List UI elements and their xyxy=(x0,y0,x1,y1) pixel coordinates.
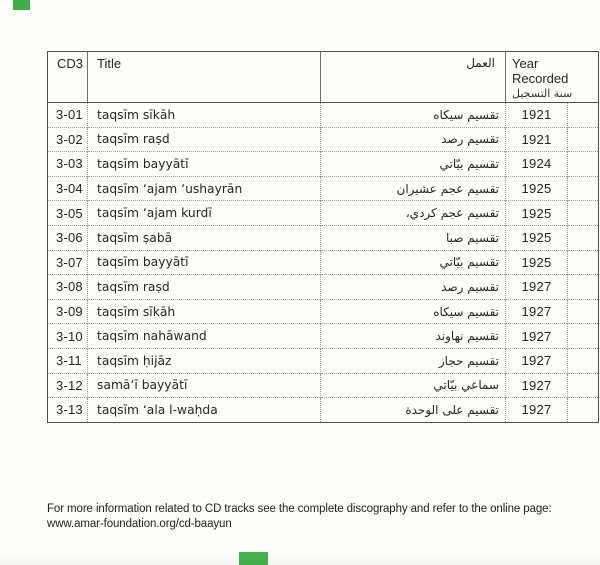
cd-number-cell: 3-07 xyxy=(48,250,88,275)
cd-number-cell: 3-12 xyxy=(48,373,88,398)
table-row xyxy=(48,250,599,275)
year-recorded-label-arabic: سنة التسجيل xyxy=(512,87,573,100)
empty-margin-cell xyxy=(568,250,599,275)
table-row xyxy=(48,324,599,349)
table-row xyxy=(48,275,599,300)
empty-margin-cell xyxy=(568,373,599,398)
table-row xyxy=(48,348,599,373)
year-cell: 1924 xyxy=(506,152,568,177)
title-cell: taqsīm ḥijāz xyxy=(88,348,321,373)
cd-tracks-table xyxy=(47,51,599,423)
empty-margin-cell xyxy=(568,299,599,324)
year-cell: 1927 xyxy=(506,324,568,349)
empty-margin-cell xyxy=(568,152,599,177)
work-arabic-cell: تقسيم سيكاه xyxy=(321,299,506,324)
empty-margin-cell xyxy=(568,103,599,128)
work-arabic-cell: تقسيم صبا xyxy=(321,225,506,250)
work-arabic-cell: سماعي بيّاتي xyxy=(321,373,506,398)
footer-url: www.amar-foundation.org/cd-baayun xyxy=(47,517,232,530)
column-header-work-arabic: العمل xyxy=(321,52,506,103)
empty-margin-cell xyxy=(568,275,599,300)
title-cell: taqsīm raṣd xyxy=(88,127,321,152)
empty-margin-cell xyxy=(568,127,599,152)
work-arabic-cell: تقسيم حجاز xyxy=(321,348,506,373)
empty-margin-cell xyxy=(568,176,599,201)
title-cell: taqsīm ʻala l-waḥda xyxy=(88,398,321,423)
title-cell: taqsīm ʻajam ʻushayrān xyxy=(88,176,321,201)
empty-margin-cell xyxy=(568,324,599,349)
title-cell: taqsīm bayyātī xyxy=(88,250,321,275)
cd-number-cell: 3-08 xyxy=(48,275,88,300)
work-arabic-cell: تقسيم رصد xyxy=(321,275,506,300)
work-arabic-cell: تقسيم عجم كردي، xyxy=(321,201,506,226)
table-row xyxy=(48,225,599,250)
year-cell: 1925 xyxy=(506,176,568,201)
empty-margin-cell xyxy=(568,225,599,250)
year-cell: 1927 xyxy=(506,373,568,398)
title-cell: taqsīm ṣabā xyxy=(88,225,321,250)
table-row xyxy=(48,152,599,177)
year-cell: 1927 xyxy=(506,348,568,373)
year-cell: 1925 xyxy=(506,201,568,226)
work-arabic-cell: تقسيم بيّاتي xyxy=(321,250,506,275)
table-row xyxy=(48,299,599,324)
green-bookmark-tab-top xyxy=(13,0,30,10)
column-header-cd3: CD3 xyxy=(48,52,88,103)
work-arabic-cell: تقسيم عجم عشيران xyxy=(321,176,506,201)
title-cell: taqsīm bayyātī xyxy=(88,152,321,177)
cd-number-cell: 3-02 xyxy=(48,127,88,152)
cd-number-cell: 3-05 xyxy=(48,201,88,226)
year-recorded-label: Year Recorded xyxy=(512,56,569,86)
table-row xyxy=(48,127,599,152)
green-bookmark-tab-bottom xyxy=(239,552,268,565)
cd-number-cell: 3-04 xyxy=(48,176,88,201)
cd-number-cell: 3-11 xyxy=(48,348,88,373)
title-cell: taqsīm raṣd xyxy=(88,275,321,300)
table-header-row xyxy=(48,52,599,103)
work-arabic-cell: تقسيم نهاوند xyxy=(321,324,506,349)
title-cell: samāʻī bayyātī xyxy=(88,373,321,398)
year-cell: 1921 xyxy=(506,103,568,128)
footer-note xyxy=(47,502,582,531)
table-row xyxy=(48,201,599,226)
cd-number-cell: 3-06 xyxy=(48,225,88,250)
table-row xyxy=(48,103,599,128)
work-arabic-cell: تقسيم على الوحدة xyxy=(321,398,506,423)
year-cell: 1927 xyxy=(506,398,568,423)
work-arabic-cell: تقسيم سيكاه xyxy=(321,103,506,128)
table-row xyxy=(48,398,599,423)
table-row xyxy=(48,373,599,398)
cd-number-cell: 3-03 xyxy=(48,152,88,177)
year-cell: 1927 xyxy=(506,299,568,324)
title-cell: taqsīm sīkāh xyxy=(88,299,321,324)
empty-margin-cell xyxy=(568,348,599,373)
cd-number-cell: 3-13 xyxy=(48,398,88,423)
year-cell: 1927 xyxy=(506,275,568,300)
cd-number-cell: 3-01 xyxy=(48,103,88,128)
cd-number-cell: 3-10 xyxy=(48,324,88,349)
empty-margin-cell xyxy=(568,201,599,226)
column-header-year-recorded xyxy=(506,52,599,103)
year-cell: 1925 xyxy=(506,225,568,250)
work-arabic-cell: تقسيم بيّاتي xyxy=(321,152,506,177)
title-cell: taqsīm sīkāh xyxy=(88,103,321,128)
empty-margin-cell xyxy=(568,398,599,423)
title-cell: taqsīm nahāwand xyxy=(88,324,321,349)
cd-number-cell: 3-09 xyxy=(48,299,88,324)
year-cell: 1921 xyxy=(506,127,568,152)
title-cell: taqsīm ʻajam kurdī xyxy=(88,201,321,226)
work-arabic-cell: تقسيم رصد xyxy=(321,127,506,152)
column-header-title: Title xyxy=(88,52,321,103)
table-body xyxy=(48,103,599,423)
table-row xyxy=(48,176,599,201)
year-cell: 1925 xyxy=(506,250,568,275)
footer-line-1: For more information related to CD tracks see the complete discography and refer to the online page: xyxy=(47,503,552,515)
